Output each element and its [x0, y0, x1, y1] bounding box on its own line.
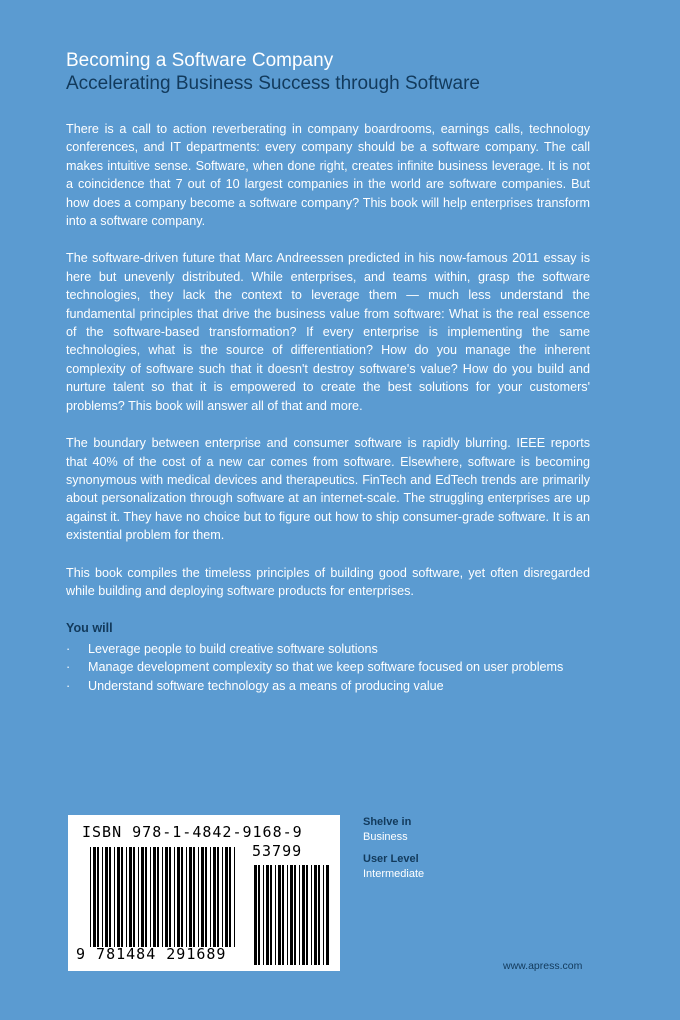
barcode-bar	[287, 865, 288, 965]
barcode-bar	[169, 847, 171, 947]
barcode-bar	[114, 847, 115, 947]
barcode-bar	[263, 865, 264, 965]
barcode-bar	[174, 847, 175, 947]
barcode-bar	[318, 865, 320, 965]
you-will-item: · Understand software technology as a means of producing value	[66, 677, 590, 695]
back-cover-description	[66, 120, 590, 695]
barcode-bar	[326, 865, 329, 965]
barcode-bar	[213, 847, 216, 947]
barcode-bar	[105, 847, 108, 947]
barcode-bar	[266, 865, 269, 965]
you-will-item: · Manage development complexity so that we keep software focused on user problems	[66, 658, 590, 676]
barcode-bar	[275, 865, 276, 965]
barcode-bar	[150, 847, 151, 947]
barcode-bar	[217, 847, 219, 947]
book-title: Becoming a Software Company	[66, 50, 334, 71]
you-will-item: · Leverage people to build creative software solutions	[66, 640, 590, 658]
barcode-bar	[234, 847, 235, 947]
book-subtitle: Accelerating Business Success through Software	[66, 73, 480, 94]
barcode-bar	[177, 847, 180, 947]
you-will-list	[66, 640, 590, 695]
barcode-bar	[201, 847, 204, 947]
description-paragraph: This book compiles the timeless principles of building good software, yet often disregarded while building and deploying software products for enterprises.	[66, 565, 590, 598]
barcode-bar	[141, 847, 144, 947]
barcode-bar	[210, 847, 211, 947]
barcode-bar	[282, 865, 284, 965]
barcode-bar	[133, 847, 135, 947]
barcode-bar	[314, 865, 317, 965]
barcode-bar	[270, 865, 272, 965]
shelf-info	[363, 815, 424, 889]
barcode-bar	[299, 865, 300, 965]
barcode-bar	[90, 847, 91, 947]
user-level-value: Intermediate	[363, 868, 425, 880]
description-paragraph: The boundary between enterprise and consumer software is rapidly blurring. IEEE reports that 40% of the cost of a new car comes from software. Elsewhere, software is becoming synonymous with medical devices and therapeutics. FinTech and EdTech trends are primarily about personalization through software at an internet-scale. The struggling enterprises are up against it. They have no choice but to figure out how to ship consumer-grade software. It is an existential problem for them.	[66, 436, 590, 543]
barcode-bar	[165, 847, 168, 947]
barcode-bar	[225, 847, 228, 947]
barcode-bar	[294, 865, 296, 965]
barcode-bar	[138, 847, 139, 947]
barcode-bar	[229, 847, 231, 947]
description-paragraph: There is a call to action reverberating in company boardrooms, earnings calls, technology conferences, and IT departments: every company should be a software company. The call makes intuitive sense. Software, when done right, creates infinite business leverage. It is not a coincidence that 7 out of 10 largest companies in the world are software companies. But how does a company become a software company? This book will help enterprises transform into a software company.	[66, 122, 590, 229]
barcode-bar	[258, 865, 260, 965]
barcode-bar	[162, 847, 163, 947]
barcode-bar	[254, 865, 257, 965]
barcode-bar	[205, 847, 207, 947]
barcode-bar	[189, 847, 192, 947]
user-level-label: User Level	[363, 853, 419, 865]
price-addon-digits: 53799	[252, 842, 303, 860]
barcode-bar	[222, 847, 223, 947]
you-will-heading: You will	[66, 621, 113, 636]
barcode-bar	[109, 847, 111, 947]
barcode-bar	[193, 847, 195, 947]
barcode-bar	[129, 847, 132, 947]
isbn-label: ISBN 978-1-4842-9168-9	[82, 823, 303, 841]
barcode-bar	[302, 865, 305, 965]
barcode-bar	[102, 847, 103, 947]
barcode-bar	[153, 847, 156, 947]
barcode-bar	[181, 847, 183, 947]
barcode-bar	[306, 865, 308, 965]
barcode-bar	[323, 865, 324, 965]
barcode-bar	[311, 865, 312, 965]
barcode-bar	[278, 865, 281, 965]
barcode-bar	[126, 847, 127, 947]
barcode-bar	[198, 847, 199, 947]
barcode-bar	[97, 847, 99, 947]
barcode-bar	[121, 847, 123, 947]
shelve-in-value: Business	[363, 831, 408, 843]
barcode-bar	[157, 847, 159, 947]
description-paragraph: The software-driven future that Marc Andreessen predicted in his now-famous 2011 essay is here but unevenly distributed. While enterprises, and teams within, grasp the software technologies, they lack the context to leverage them — much less understand the fundamental principles that drive the business value from software: What is the real essence of the software-based transformation? If every enterprise is implementing the same technologies, what is the source of differentiation? How do you manage the inherent complexity of software such that it doesn't destroy software's value? How do you build and nurture talent so that it is empowered to create the best solutions for your customers' problems? This book will answer all of that and more.	[66, 251, 590, 413]
barcode-bar	[93, 847, 96, 947]
barcode-bar	[145, 847, 147, 947]
publisher-website: www.apress.com	[503, 960, 583, 972]
barcode-bar	[117, 847, 120, 947]
isbn-barcode	[68, 815, 340, 971]
barcode-bar	[186, 847, 187, 947]
isbn-digits: 9 781484 291689	[76, 945, 227, 963]
shelve-in-label: Shelve in	[363, 816, 412, 828]
barcode-bar	[290, 865, 293, 965]
